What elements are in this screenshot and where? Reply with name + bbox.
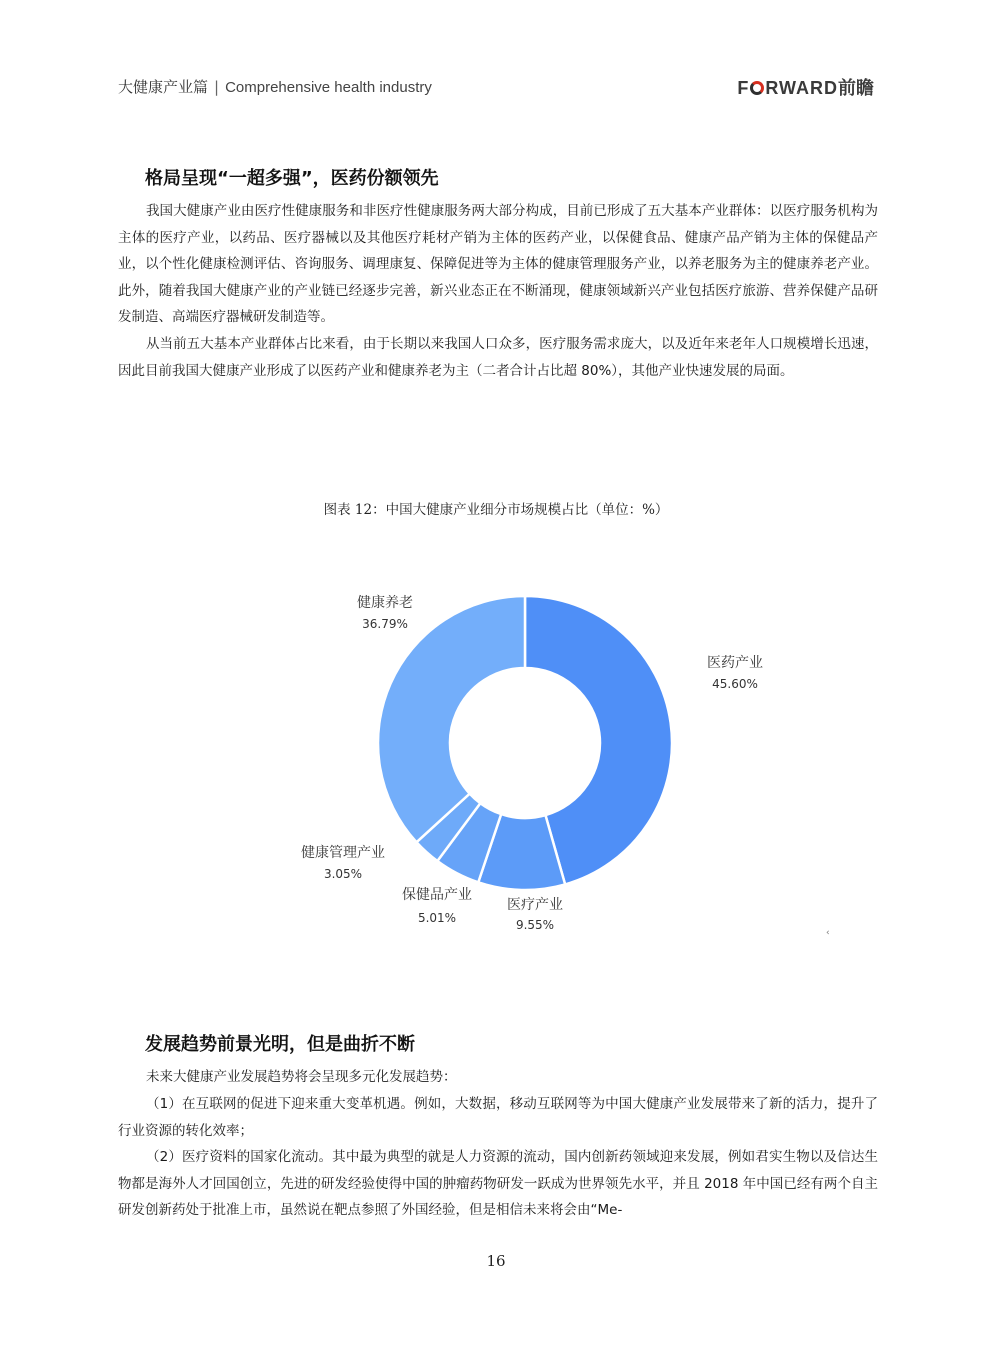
logo-text-cn: 前瞻 (838, 78, 874, 99)
figure-caption: 图表 12：中国大健康产业细分市场规模占比（单位：%） (323, 502, 669, 518)
page-number: 16 (486, 1252, 506, 1270)
slice-value-label-3: 3.05% (323, 867, 363, 881)
section-title-2: 发展趋势前景光明，但是曲折不断 (145, 1034, 415, 1055)
slice-value-label-4: 36.79% (362, 617, 408, 631)
stray-mark: ‹ (826, 928, 830, 938)
slice-name-label-1: 医疗产业 (507, 897, 563, 913)
section1-paragraph-1: 我国大健康产业由医疗性健康服务和非医疗性健康服务两大部分构成，目前已形成了五大基本产业群体：以医疗服务机构为主体的医疗产业，以药品、医疗器械以及其他医疗耗材产销为主体的医药产业，以保健食品、健康产品产销为主体的保健品产业，以个性化健康检测评估、咨询服务、调理康复、保障促进等为主体的健康管理服务产业，以养老服务为主的健康养老产业。此外，随着我国大健康产业的产业链已经逐步完善，新兴业态正在不断涌现，健康领域新兴产业包括医疗旅游、营养保健产品研发制造、高端医疗器械研发制造等。 (118, 203, 878, 325)
header-title-en: Comprehensive health industry (225, 79, 432, 96)
slice-name-label-2: 保健品产业 (402, 887, 472, 903)
chart-slices (378, 596, 672, 890)
slice-value-label-1: 9.55% (515, 918, 555, 932)
slice-name-label-0: 医药产业 (707, 655, 763, 671)
slice-value-label-0: 45.60% (712, 677, 758, 691)
logo-text-rward: RWARD (765, 78, 838, 98)
donut-slice-4 (378, 596, 525, 842)
header-separator: | (214, 78, 220, 96)
section2-intro: 未来大健康产业发展趋势将会呈现多元化发展趋势： (146, 1069, 457, 1085)
slice-name-label-3: 健康管理产业 (301, 845, 385, 861)
section1-paragraph-2: 从当前五大基本产业群体占比来看，由于长期以来我国人口众多，医疗服务需求庞大，以及近年来老年人口规模增长迅速，因此目前我国大健康产业形成了以医药产业和健康养老为主（二者合计占比超 80%），其他产业快速发展的局面。 (118, 336, 878, 379)
section2-item-1: （1）在互联网的促进下迎来重大变革机遇。例如，大数据，移动互联网等为中国大健康产业发展带来了新的活力，提升了行业资源的转化效率； (118, 1096, 878, 1139)
section2-item-2: （2）医疗资料的国家化流动。其中最为典型的就是人力资源的流动，国内创新药领域迎来发展，例如君实生物以及信达生物都是海外人才回国创立，先进的研发经验使得中国的肿瘤药物研发一跃成为世界领先水平，并且 2018 年中国已经有两个自主研发创新药处于批准上市，虽然说在靶点参照了外国经验，但是相信未来将会由“Me- (118, 1149, 878, 1218)
slice-name-label-4: 健康养老 (357, 595, 413, 611)
slice-value-label-2: 5.01% (417, 911, 457, 925)
header-title-cn: 大健康产业篇 (118, 78, 209, 96)
logo-text-f: F (737, 78, 750, 98)
section-title-1: 格局呈现“一超多强”，医药份额领先 (145, 168, 439, 189)
